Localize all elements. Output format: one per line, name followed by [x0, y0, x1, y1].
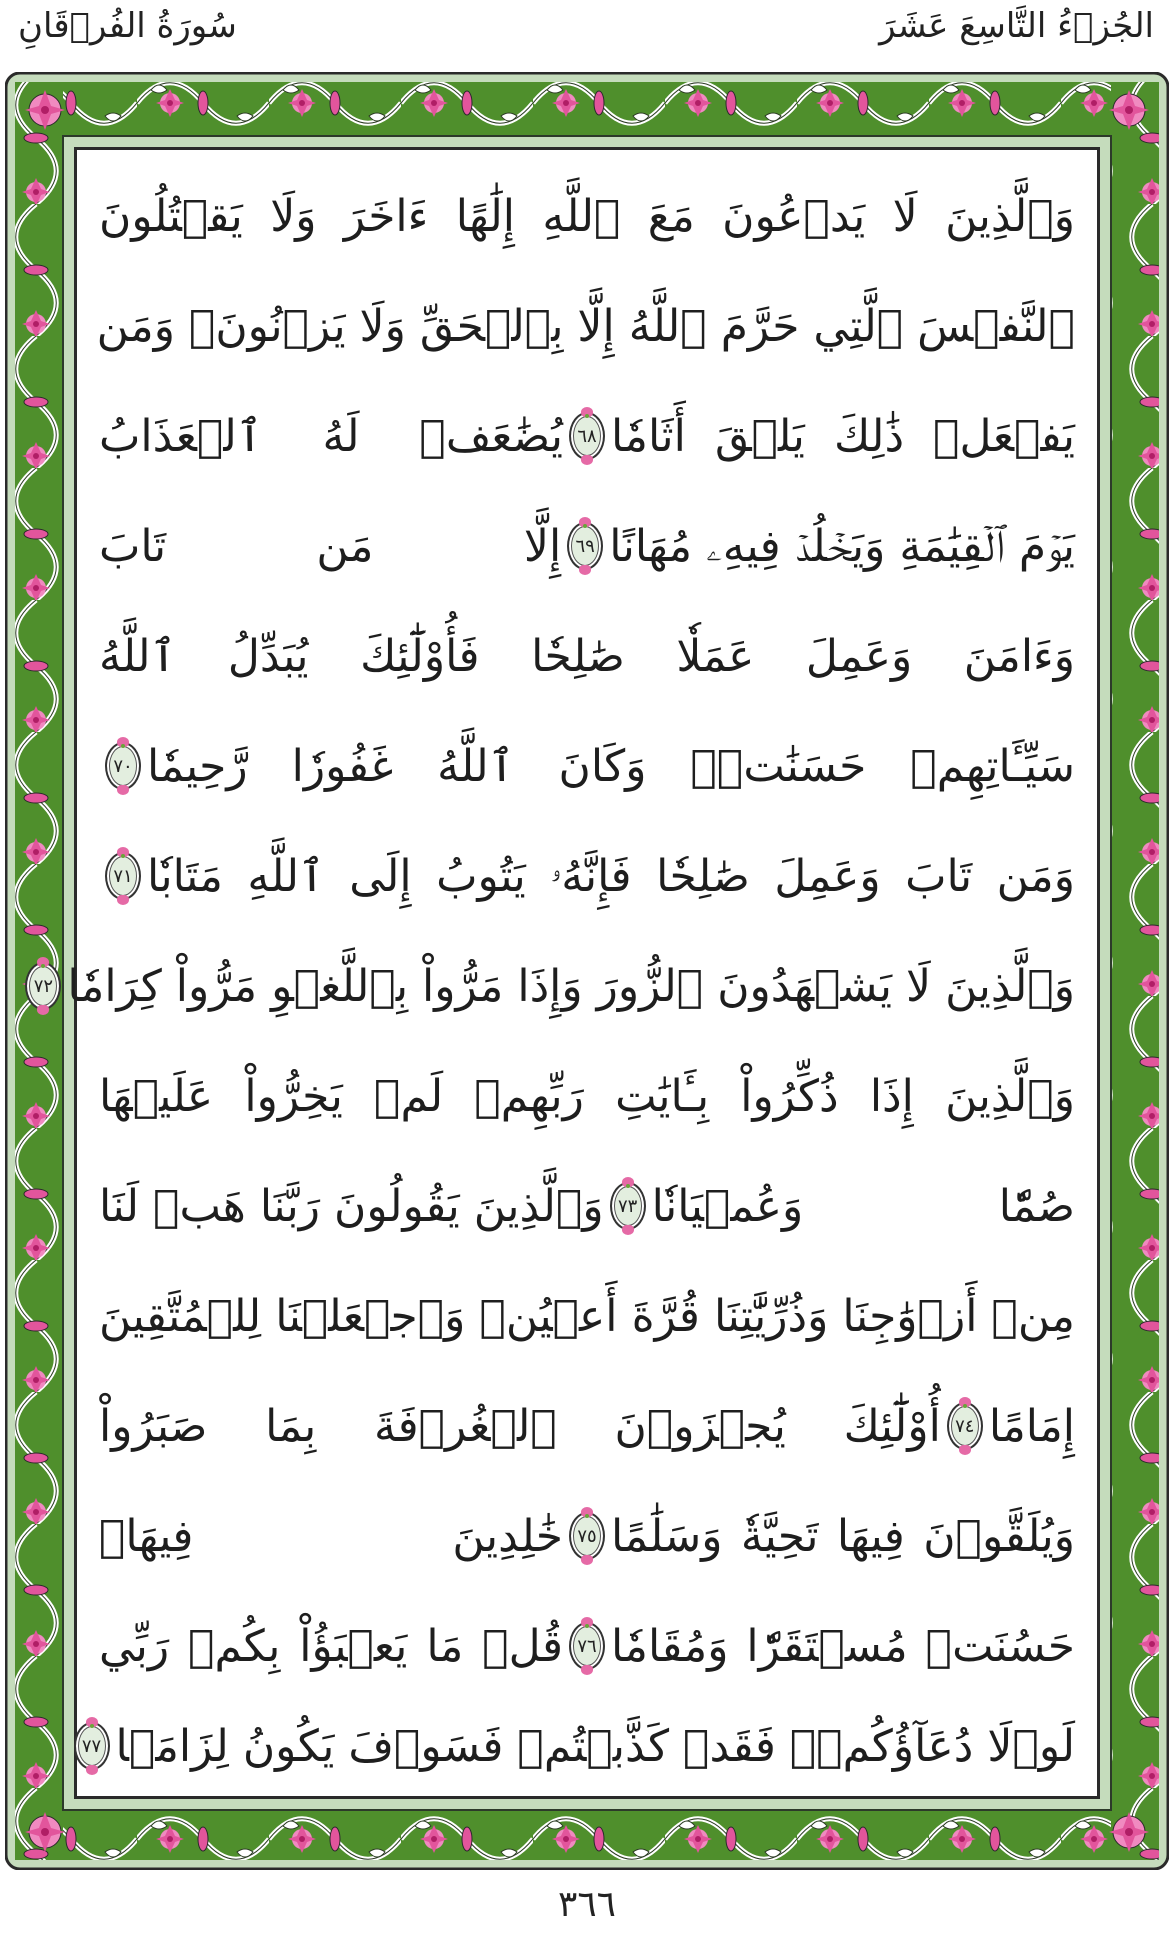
ayah-marker-73: ٧٣	[610, 1177, 646, 1235]
line-text: وَٱلَّذِينَ لَا يَشۡهَدُونَ ٱلزُّورَ وَإِذَا مَرُّواْ بِٱللَّغۡوِ مَرُّواْ كِرَامٗا	[67, 960, 1075, 1012]
line-text: لَوۡلَا دُعَآؤُكُمۡۖ فَقَدۡ كَذَّبۡتُمۡ فَسَوۡفَ يَكُونُ لِزَامَۢا	[115, 1720, 1075, 1772]
text-line-10	[99, 1156, 1075, 1256]
text-line-1	[99, 166, 1075, 266]
text-line-4	[99, 496, 1075, 596]
ayah-marker-70: ٧٠	[105, 737, 141, 795]
line-text: مِنۡ أَزۡوَٰجِنَا وَذُرِّيَّٰتِنَا قُرَّةَ أَعۡيُنٖ وَٱجۡعَلۡنَا لِلۡمُتَّقِينَ	[99, 1290, 1075, 1342]
line-text: ٱلنَّفۡسَ ٱلَّتِي حَرَّمَ ٱللَّهُ إِلَّا بِٱلۡحَقِّ وَلَا يَزۡنُونَۚ وَمَن	[96, 300, 1075, 352]
flower-bud-icon	[117, 737, 129, 747]
text-line-3	[99, 386, 1075, 486]
line-text: وَيُلَقَّوۡنَ فِيهَا تَحِيَّةٗ وَسَلَٰمًا	[611, 1510, 1075, 1562]
line-text: يَفۡعَلۡ ذَٰلِكَ يَلۡقَ أَثَامٗا	[611, 410, 1075, 462]
line-text: يَوۡمَ ٱلۡقِيَٰمَةِ وَيَخۡلُدۡ فِيهِۦ مُهَانًا	[609, 520, 1075, 572]
flower-bud-icon	[581, 1555, 593, 1565]
flower-bud-icon	[581, 407, 593, 417]
text-line-12	[99, 1376, 1075, 1476]
line-text: وَمَن تَابَ وَعَمِلَ صَٰلِحٗا فَإِنَّهُۥ يَتُوبُ إِلَى ٱللَّهِ مَتَابٗا	[147, 850, 1075, 902]
ayah-marker-69: ٦٩	[567, 517, 603, 575]
flower-bud-icon	[959, 1397, 971, 1407]
line-text: سَيِّـَٔاتِهِمۡ حَسَنَٰتٖۗ وَكَانَ ٱللَّهُ غَفُورٗا رَّحِيمٗا	[147, 740, 1075, 792]
line-text: وَٱلَّذِينَ لَا يَدۡعُونَ مَعَ ٱللَّهِ إِلَٰهًا ءَاخَرَ وَلَا يَقۡتُلُونَ	[99, 190, 1075, 242]
flower-bud-icon	[579, 517, 591, 527]
page-header	[0, 0, 1174, 64]
ayah-marker-77: ٧٧	[74, 1717, 110, 1775]
text-line-14	[99, 1596, 1075, 1696]
line-text: يُضَٰعَفۡ لَهُ ٱلۡعَذَابُ	[99, 410, 563, 462]
text-line-7	[99, 826, 1075, 926]
line-text: صُمّٗا وَعُمۡيَانٗا	[651, 1180, 1075, 1232]
flower-bud-icon	[959, 1445, 971, 1455]
flower-bud-icon	[581, 455, 593, 465]
text-line-11	[99, 1266, 1075, 1366]
flower-bud-icon	[579, 565, 591, 575]
text-line-5	[99, 606, 1075, 706]
text-line-8	[33, 936, 1075, 1036]
flower-bud-icon	[581, 1665, 593, 1675]
flower-bud-icon	[37, 1005, 49, 1015]
ayah-marker-68: ٦٨	[569, 407, 605, 465]
flower-bud-icon	[117, 847, 129, 857]
flower-bud-icon	[117, 895, 129, 905]
line-text: أُوْلَٰٓئِكَ يُجۡزَوۡنَ ٱلۡغُرۡفَةَ بِمَا صَبَرُواْ	[99, 1400, 941, 1452]
line-text: حَسُنَتۡ مُسۡتَقَرّٗا وَمُقَامٗا	[611, 1620, 1075, 1672]
text-line-15	[81, 1696, 1075, 1796]
flower-bud-icon	[37, 957, 49, 967]
flower-bud-icon	[622, 1177, 634, 1187]
flower-bud-icon	[86, 1765, 98, 1775]
text-line-2	[96, 276, 1075, 376]
page-number: ٣٦٦	[557, 1884, 616, 1925]
line-text: وَءَامَنَ وَعَمِلَ عَمَلٗا صَٰلِحٗا فَأُوْلَٰٓئِكَ يُبَدِّلُ ٱللَّهُ	[99, 630, 1075, 682]
line-text: إِلَّا مَن تَابَ	[99, 520, 562, 572]
line-text: قُلۡ مَا يَعۡبَؤُاْ بِكُمۡ رَبِّي	[99, 1620, 563, 1672]
ayah-marker-72: ٧٢	[25, 957, 61, 1015]
ayah-marker-71: ٧١	[105, 847, 141, 905]
text-line-13	[99, 1486, 1075, 1586]
flower-bud-icon	[622, 1225, 634, 1235]
line-text: وَٱلَّذِينَ يَقُولُونَ رَبَّنَا هَبۡ لَنَا	[99, 1180, 604, 1232]
text-lines	[33, 150, 1097, 1796]
text-line-6	[99, 716, 1075, 816]
ayah-marker-74: ٧٤	[947, 1397, 983, 1455]
flower-bud-icon	[117, 785, 129, 795]
flower-bud-icon	[581, 1617, 593, 1627]
ayah-marker-76: ٧٦	[569, 1617, 605, 1675]
line-text: وَٱلَّذِينَ إِذَا ذُكِّرُواْ بِـَٔايَٰتِ رَبِّهِمۡ لَمۡ يَخِرُّواْ عَلَيۡهَا	[99, 1070, 1075, 1122]
ayah-marker-75: ٧٥	[569, 1507, 605, 1565]
surah-title: سُورَةُ الفُرۡقَانِ	[18, 6, 237, 46]
line-text: خَٰلِدِينَ فِيهَاۚ	[99, 1510, 563, 1562]
line-text: إِمَامًا	[988, 1400, 1075, 1452]
text-line-9	[99, 1046, 1075, 1146]
flower-bud-icon	[86, 1717, 98, 1727]
juz-title: الجُزۡءُ التَّاسِعَ عَشَرَ	[879, 6, 1154, 46]
flower-bud-icon	[581, 1507, 593, 1517]
quran-text-area	[33, 147, 1100, 1799]
